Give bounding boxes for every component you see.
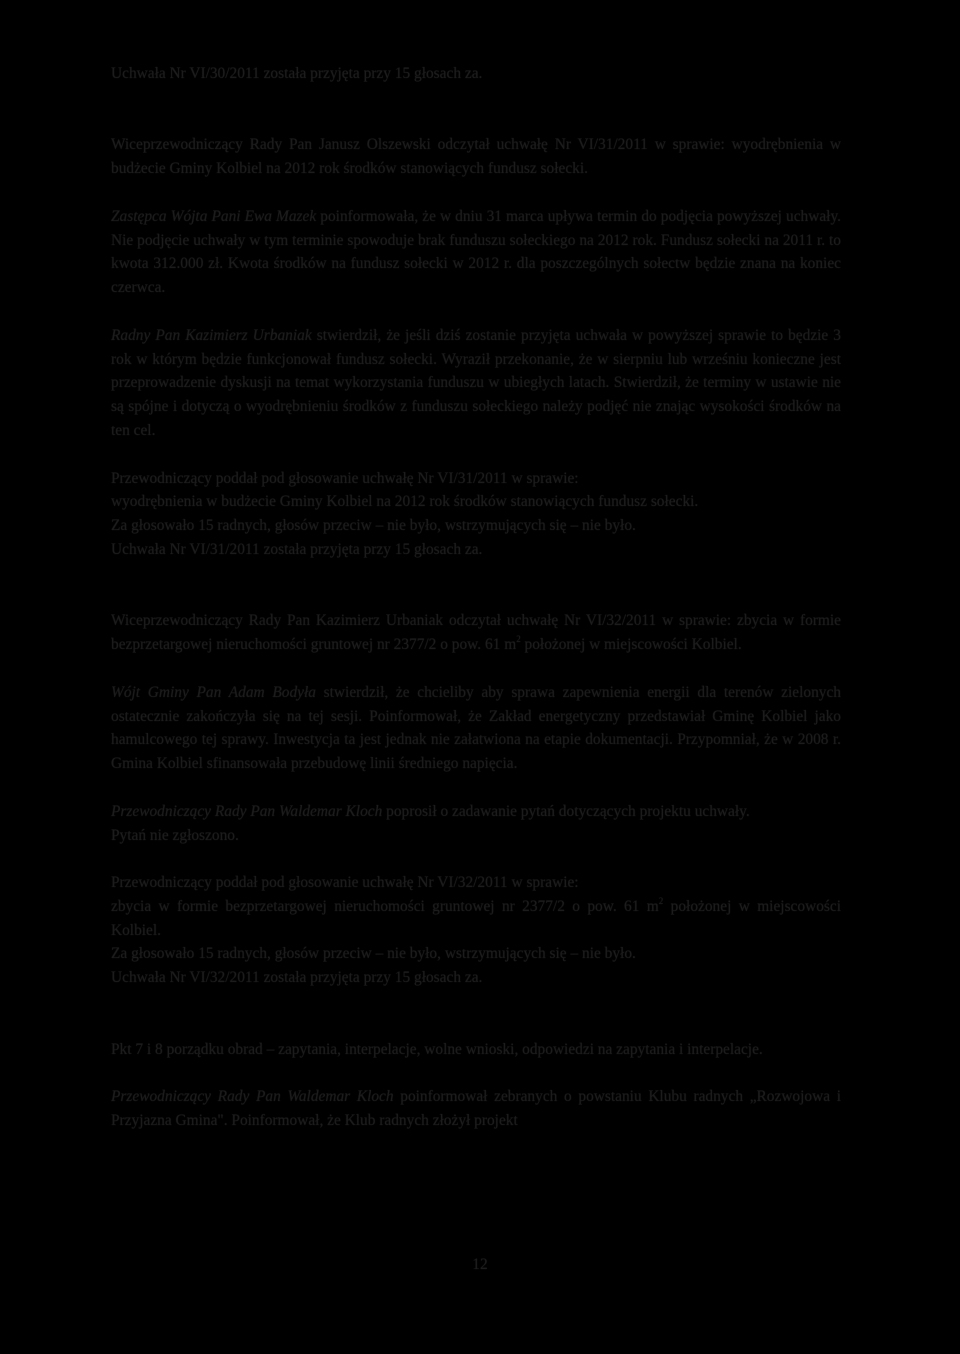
speaker-name: Przewodniczący Rady Pan Waldemar Kloch [111,802,383,820]
statement-text: poinformował zebranych o powstaniu Klubu radnych „Rozwojowa i Przyjazna Gmina". Poinformował, że Klub radnych złożył projekt [111,1088,841,1130]
vote-intro: Przewodniczący poddał pod głosowanie uchwałę Nr VI/32/2011 w sprawie: [111,874,579,892]
document-body [111,62,841,1133]
spacer [111,1061,841,1085]
spacer [111,990,841,1038]
superscript: 2 [658,895,664,906]
deputy-mayor-statement [111,205,841,300]
vote-resolution-32 [111,871,841,990]
statement-text: stwierdził, że jeśli dziś zostanie przyjęta uchwała w powyższej sprawie to będzie 3 rok w którym będzie funkcjonował fundusz sołecki. Wyraził przekonanie, że w sierpniu lub wrześniu konieczne jest przeprowadzenie dyskusji na temat wykorzystania funduszu w ubiegłych latach. Stwierdził, że terminy w ustawie nie są spójne i dotyczą o wyodrębnieniu środków z funduszu sołeckiego należy podjęć nie znając wysokości środków na ten cel. [111,326,842,439]
vote-intro: Przewodniczący poddał pod głosowanie uchwałę Nr VI/31/2011 w sprawie: [111,469,579,487]
chairman-questions [111,800,841,848]
resolution-31-read: Wiceprzewodniczący Rady Pan Janusz Olszewski odczytał uchwałę Nr VI/31/2011 w sprawie: wyodrębnienia w budżecie Gminy Kolbiel na 2012 rok środków stanowiących fundusz sołecki. [111,136,841,178]
no-questions: Pytań nie zgłoszono. [111,826,239,844]
vote-adopted: Uchwała Nr VI/32/2011 została przyjęta przy 15 głosach za. [111,969,483,987]
councillor-urbaniak-statement [111,324,841,443]
spacer [111,86,841,134]
statement-text: stwierdził, że chcieliby aby sprawa zapewnienia energii dla terenów zielonych ostatecznie zakończyła się na tej sesji. Poinformował, że Zakład energetyczny przedstawiał Gminę Kolbiel jako hamulcowego tej sprawy. Inwestycja ta jest jednak nie załatwiona na etapie dokumentacji. Przypomniał, że w 2008 r. Gmina Kolbiel sfinansowała przebudowę linii średniego napięcia. [111,683,841,773]
resolution-32-read: Wiceprzewodniczący Rady Pan Kazimierz Urbaniak odczytał uchwałę Nr VI/32/2011 w sprawie: zbycia w formie bezprzetargowej nieruchomości gruntowej nr 2377/2 o pow. 61 $m^2$ położonej w miejscowości Kolbiel. [111,612,841,654]
vote-subject: wyodrębnienia w budżecie Gminy Kolbiel na 2012 rok środków stanowiących fundusz sołecki. [111,493,699,511]
statement-text: poprosił o zadawanie pytań dotyczących projektu uchwały. [382,802,750,820]
page-number: 12 [472,1256,488,1273]
spacer [111,657,841,681]
spacer [111,443,841,467]
speaker-name: Wójt Gminy Pan Adam Bodyła [111,683,316,701]
spacer [111,776,841,800]
speaker-name: Przewodniczący Rady Pan Waldemar Kloch [111,1088,394,1106]
spacer [111,181,841,205]
chairman-club-info [111,1085,841,1133]
spacer [111,300,841,324]
spacer [111,847,841,871]
agenda-item-7-8: Pkt 7 i 8 porządku obrad – zapytania, interpelacje, wolne wnioski, odpowiedzi na zapytania i interpelacje. [111,1040,763,1058]
speaker-name: Zastępca Wójta Pani Ewa Mazek [111,207,317,225]
vote-resolution-31 [111,467,841,562]
vote-result: Za głosowało 15 radnych, głosów przeciw – nie było, wstrzymujących się – nie było. [111,945,636,963]
vote-adopted: Uchwała Nr VI/31/2011 została przyjęta przy 15 głosach za. [111,540,483,558]
vote-subject: zbycia w formie bezprzetargowej nieruchomości gruntowej nr 2377/2 o pow. 61 $m^2$ położonej w miejscowości Kolbiel. [111,895,841,939]
spacer [111,562,841,610]
superscript: 2 [516,634,521,645]
vote-result: Za głosowało 15 radnych, głosów przeciw – nie było, wstrzymujących się – nie było. [111,517,636,535]
mayor-statement [111,681,841,776]
statement-text: poinformowała, że w dniu 31 marca upływa termin do podjęcia powyższej uchwały. Nie podjęcie uchwały w tym terminie spowoduje brak funduszu sołeckiego na 2012 rok. Fundusz sołecki na 2011 r. to kwota 312.000 zł. Kwota środków na fundusz sołecki w 2012 r. dla poszczególnych sołectw będzie znana na koniec czerwca. [111,207,841,297]
resolution-30-adopted: Uchwała Nr VI/30/2011 została przyjęta przy 15 głosach za. [111,65,483,82]
speaker-name: Radny Pan Kazimierz Urbaniak [111,326,312,344]
